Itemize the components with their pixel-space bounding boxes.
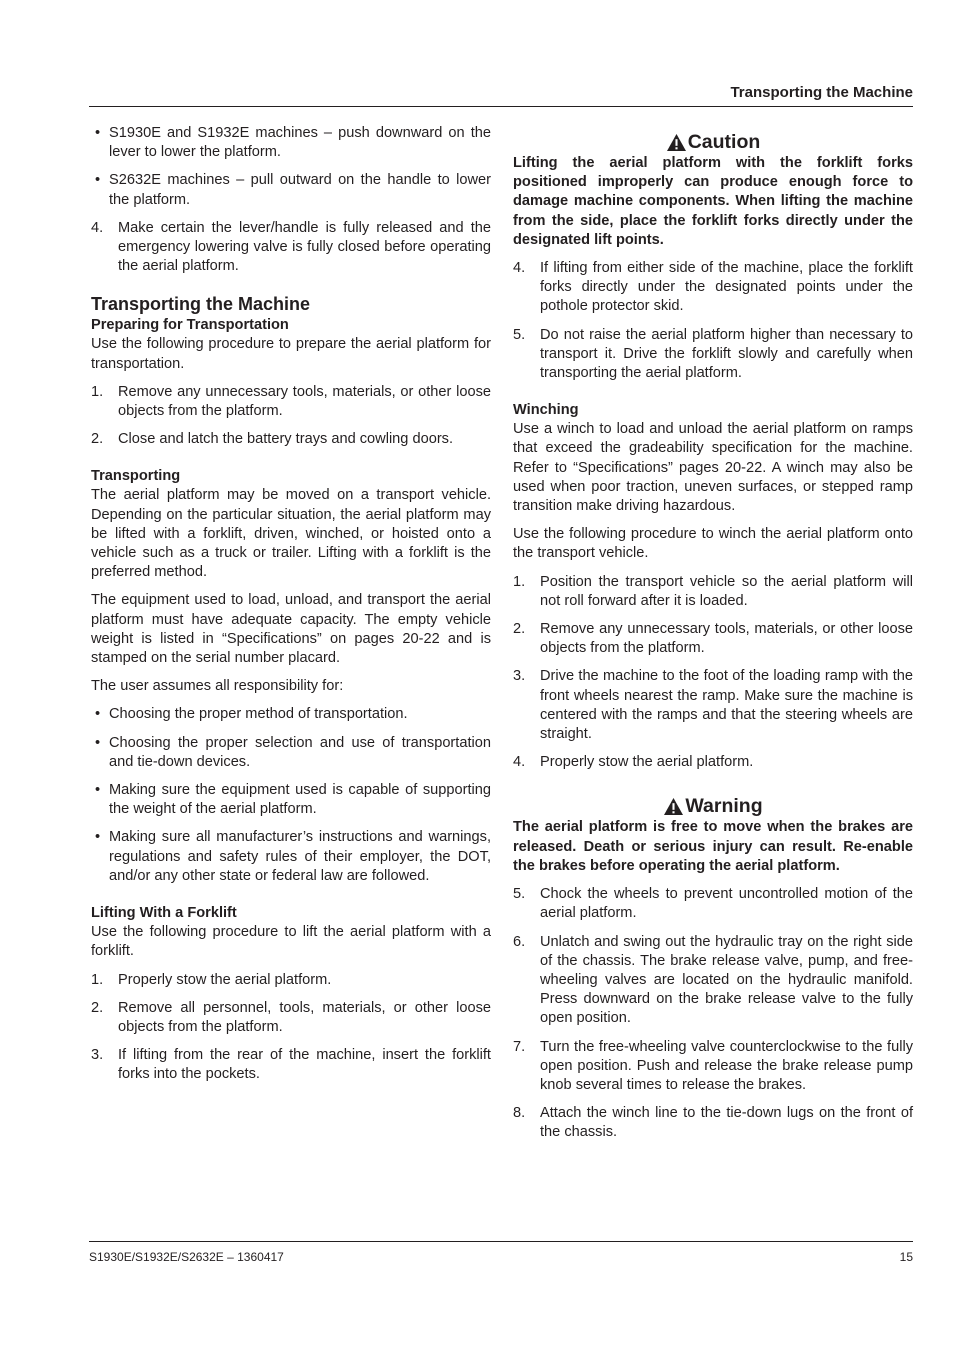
header-divider xyxy=(89,106,913,107)
step-text: Attach the winch line to the tie-down lugs on the front of the chassis. xyxy=(540,1105,913,1141)
subsection-title-preparing: Preparing for Transportation xyxy=(91,317,289,334)
winching-para-1: Use a winch to load and unload the aerial platform on ramps that exceed the gradeability specification for the machine. Refer to “Specifications” pages 20-22. A winch may also be used when poor traction, uneven surfaces, or stepped ramp transition make driving hazardous. xyxy=(513,421,913,515)
left-column xyxy=(91,124,491,1094)
step-text: Properly stow the aerial platform. xyxy=(540,754,754,771)
preparing-intro: Use the following procedure to prepare the aerial platform for transportation. xyxy=(91,336,491,372)
step-item xyxy=(513,259,913,317)
list-item xyxy=(91,705,491,724)
step-number: 8. xyxy=(513,1105,526,1122)
list-item xyxy=(91,124,491,162)
list-item xyxy=(91,171,491,209)
step-text: Drive the machine to the foot of the loading ramp with the front wheels nearest the ramp. Make sure the machine is centered with the ramps and that the steering wheels are straight. xyxy=(540,668,913,743)
transporting-para-2: The equipment used to load, unload, and transport the aerial platform must have adequate capacity. The empty vehicle weight is listed in “Specifications” on pages 20-22 and is stamped on the serial number placard. xyxy=(91,592,491,667)
step-number: 2. xyxy=(91,431,104,448)
warning-triangle-icon xyxy=(663,797,684,816)
step-number: 2. xyxy=(91,999,104,1016)
step-number: 2. xyxy=(513,621,526,638)
step-text: Unlatch and swing out the hydraulic tray on the right side of the chassis. The brake release valve, pump, and free-wheeling valves are located on the hydraulic manifold. Press downward on the brake release valve to the fully open position. xyxy=(540,933,913,1027)
step-number: 4. xyxy=(513,754,526,771)
bullet-mark: • xyxy=(95,706,101,723)
bullet-text: Choosing the proper method of transportation. xyxy=(109,706,408,723)
step-item xyxy=(91,971,491,990)
bullet-text: S2632E machines – pull outward on the handle to lower the platform. xyxy=(109,172,491,208)
bullet-text: S1930E and S1932E machines – push downward on the lever to lower the platform. xyxy=(109,125,491,161)
right-column xyxy=(513,124,913,1152)
step-item xyxy=(513,326,913,384)
step-item xyxy=(91,383,491,421)
warning-title: Warning xyxy=(685,795,763,818)
warning-triangle-icon xyxy=(666,133,687,152)
step-item xyxy=(513,573,913,611)
bullet-mark: • xyxy=(95,125,101,141)
step-number: 4. xyxy=(513,260,526,277)
step-item xyxy=(513,1038,913,1096)
step-number: 1. xyxy=(513,573,526,590)
transporting-para-3: The user assumes all responsibility for: xyxy=(91,678,344,695)
caution-heading xyxy=(513,130,913,154)
page-header-title: Transporting the Machine xyxy=(730,84,913,101)
step-text: If lifting from the rear of the machine, insert the forklift forks into the pockets. xyxy=(118,1047,491,1083)
step-number: 6. xyxy=(513,933,526,950)
step-item xyxy=(513,933,913,1029)
step-text: Make certain the lever/handle is fully released and the emergency lowering valve is fully closed before operating the aerial platform. xyxy=(118,219,491,275)
warning-text: The aerial platform is free to move when the brakes are released. Death or serious injury can result. Re-enable the brakes before operating the aerial platform. xyxy=(513,819,913,874)
footer-divider xyxy=(89,1241,913,1242)
bullet-mark: • xyxy=(95,782,101,799)
subsection-title-winching: Winching xyxy=(513,402,579,419)
step-text: Properly stow the aerial platform. xyxy=(118,971,332,988)
bullet-mark: • xyxy=(95,172,101,189)
step-item xyxy=(91,219,491,277)
step-number: 5. xyxy=(513,886,526,903)
step-text: Remove any unnecessary tools, materials, or other loose objects from the platform. xyxy=(540,621,913,657)
step-text: Close and latch the battery trays and cowling doors. xyxy=(118,431,454,448)
step-number: 3. xyxy=(513,668,526,685)
step-text: Do not raise the aerial platform higher than necessary to transport it. Drive the forklift slowly and carefully when transporting the aerial platform. xyxy=(540,326,913,382)
list-item xyxy=(91,828,491,886)
bullet-mark: • xyxy=(95,734,101,751)
step-item xyxy=(91,999,491,1037)
step-number: 5. xyxy=(513,326,526,343)
list-item xyxy=(91,781,491,819)
step-number: 1. xyxy=(91,971,104,988)
list-item xyxy=(91,734,491,772)
bullet-mark: • xyxy=(95,829,101,846)
step-text: Remove any unnecessary tools, materials, or other loose objects from the platform. xyxy=(118,383,491,420)
step-text: Remove all personnel, tools, materials, or other loose objects from the platform. xyxy=(118,999,491,1035)
caution-text: Lifting the aerial platform with the forklift forks positioned improperly can produce enough force to damage machine components. When lifting the machine from the side, place the forklift forks directly under the designated lift points. xyxy=(513,155,913,248)
warning-heading xyxy=(513,794,913,818)
bullet-text: Choosing the proper selection and use of transportation and tie-down devices. xyxy=(109,734,491,770)
caution-title: Caution xyxy=(687,131,761,153)
step-text: Turn the free-wheeling valve counterclockwise to the fully open position. Push and release the brake release pump knob several times to release the brakes. xyxy=(540,1038,913,1093)
forklift-intro: Use the following procedure to lift the aerial platform with a forklift. xyxy=(91,924,491,960)
step-number: 4. xyxy=(91,219,104,236)
step-item xyxy=(91,430,491,449)
step-item xyxy=(513,620,913,658)
step-item xyxy=(91,1046,491,1084)
step-item xyxy=(513,1104,913,1142)
step-text: Chock the wheels to prevent uncontrolled motion of the aerial platform. xyxy=(540,886,913,922)
step-text: Position the transport vehicle so the aerial platform will not roll forward after it is loaded. xyxy=(540,573,913,609)
step-number: 1. xyxy=(91,383,104,400)
footer-page-number: 15 xyxy=(899,1250,913,1264)
step-item xyxy=(513,667,913,744)
step-number: 3. xyxy=(91,1047,104,1064)
step-item xyxy=(513,753,913,772)
bullet-text: Making sure the equipment used is capable of supporting the weight of the aerial platform. xyxy=(109,782,491,818)
winching-para-2: Use the following procedure to winch the aerial platform onto the transport vehicle. xyxy=(513,526,913,562)
transporting-para-1: The aerial platform may be moved on a transport vehicle. Depending on the particular situation, the aerial platform may be lifted with a forklift, driven, winched, or hoisted onto a vehicle such as a truck or trailer. Lifting with a forklift is the preferred method. xyxy=(91,487,491,581)
step-number: 7. xyxy=(513,1038,526,1055)
footer-model: S1930E/S1932E/S2632E – 1360417 xyxy=(89,1250,284,1264)
section-title: Transporting the Machine xyxy=(91,294,311,315)
subsection-title-transporting: Transporting xyxy=(91,468,181,485)
step-text: If lifting from either side of the machine, place the forklift forks directly under the designated points under the pothole protector skid. xyxy=(540,260,913,315)
bullet-text: Making sure all manufacturer’s instructions and warnings, regulations and safety rules of their employer, the DOT, and/or any other state or federal law are followed. xyxy=(109,829,491,884)
step-item xyxy=(513,885,913,923)
subsection-title-forklift: Lifting With a Forklift xyxy=(91,905,237,922)
